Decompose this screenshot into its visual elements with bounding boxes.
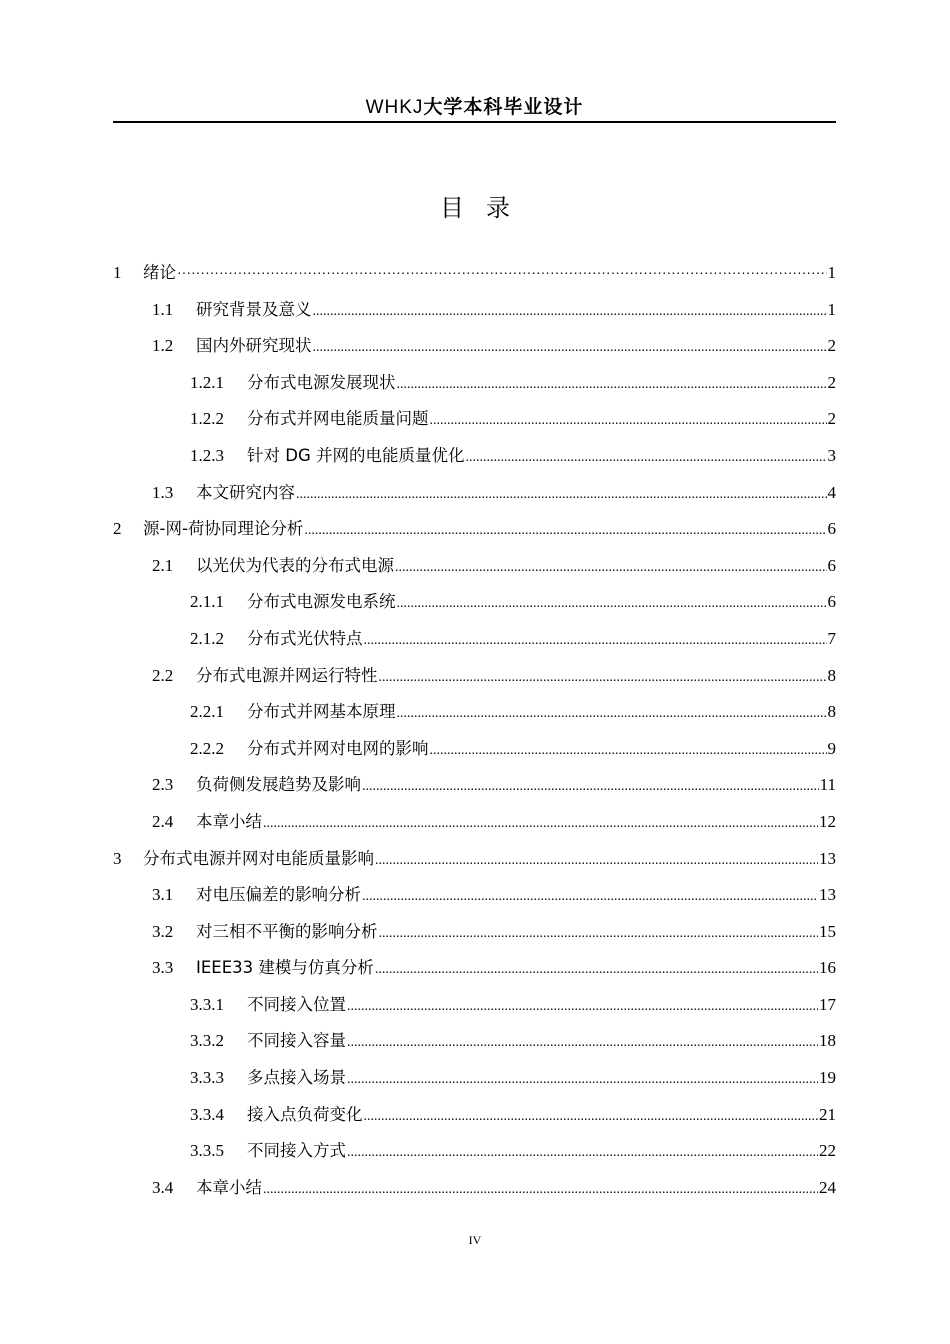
toc-entry-title: 对电压偏差的影响分析: [196, 885, 361, 905]
running-header: [113, 92, 836, 122]
toc-entry-title: 分布式电源发电系统: [247, 592, 396, 612]
toc-leader-dots: [379, 660, 827, 697]
toc-entry-number: 2.2: [152, 665, 174, 685]
toc-entry-page: 4: [827, 482, 836, 502]
toc-entry[interactable]: [113, 255, 836, 292]
toc-entry-number: 1.2.1: [190, 372, 224, 392]
toc-leader-dots: [364, 1099, 819, 1136]
toc-entry[interactable]: [113, 1023, 836, 1060]
toc-entry-page: 19: [819, 1068, 836, 1088]
toc-entry-title: 绪论: [143, 263, 176, 282]
toc-entry-page: 2: [827, 372, 836, 392]
toc-leader-dots: [375, 843, 818, 880]
toc-entry-page: 1: [827, 299, 836, 319]
toc-entry-title: 对三相不平衡的影响分析: [196, 921, 378, 941]
toc-leader-dots: [263, 806, 818, 843]
toc-leader-dots: [430, 733, 827, 770]
toc-entry-number: 3.3.2: [190, 1031, 224, 1051]
toc-entry-page: 8: [827, 702, 836, 722]
toc-leader-dots: [379, 916, 819, 953]
toc-entry-number: 2.1: [152, 555, 174, 575]
toc-entry-title: 分布式电源并网运行特性: [196, 665, 378, 685]
toc-entry-number: 2.2.1: [190, 702, 224, 722]
toc-entry-title: 源-网-荷协同理论分析: [143, 519, 304, 539]
toc-leader-dots: [364, 623, 827, 660]
toc-entry-page: 11: [819, 775, 836, 795]
toc-entry-page: 2: [827, 409, 836, 429]
toc-leader-dots: [296, 477, 827, 514]
toc-entry-page: 13: [819, 848, 836, 868]
toc-leader-dots: [347, 1025, 818, 1062]
toc-entry-number: 2.2.2: [190, 738, 224, 758]
toc-heading: 目录: [440, 194, 532, 222]
toc-entry[interactable]: [113, 767, 836, 804]
toc-entry-number: 1.1: [152, 299, 174, 319]
toc-entry-page: 6: [827, 519, 836, 539]
toc-entry-page: 17: [819, 994, 836, 1014]
toc-entry[interactable]: [113, 1097, 836, 1134]
toc-entry-title: 本章小结: [196, 1177, 262, 1197]
toc-entry[interactable]: [113, 1133, 836, 1170]
toc-entry-number: 3.3.5: [190, 1141, 224, 1161]
toc-leader-dots: [177, 257, 827, 294]
toc-entry-number: 3.1: [152, 885, 174, 905]
toc-entry-title: 分布式并网电能质量问题: [247, 409, 429, 429]
toc-leader-dots: [313, 330, 827, 367]
toc-entry-page: 18: [819, 1031, 836, 1051]
toc-leader-dots: [397, 586, 827, 623]
header-title: 大学本科毕业设计: [423, 96, 584, 118]
toc-entry-page: 6: [827, 555, 836, 575]
toc-entry[interactable]: [113, 950, 836, 987]
toc-entry[interactable]: [113, 475, 836, 512]
toc-entry-number: 1.2.3: [190, 445, 224, 465]
toc-entry-page: 13: [819, 885, 836, 905]
toc-entry-title: 分布式并网基本原理: [247, 702, 396, 722]
toc-entry[interactable]: [113, 621, 836, 658]
toc-entry[interactable]: [113, 804, 836, 841]
header-school-code: WHKJ: [365, 97, 424, 118]
toc-entry-number: 3.3.3: [190, 1068, 224, 1088]
toc-entry[interactable]: [113, 1170, 836, 1207]
toc-leader-dots: [347, 1062, 818, 1099]
toc-entry-page: 1: [827, 263, 836, 282]
toc-entry-title: 多点接入场景: [247, 1068, 346, 1088]
toc-leader-dots: [397, 367, 827, 404]
toc-leader-dots: [430, 403, 827, 440]
toc-entry-title: 不同接入容量: [247, 1031, 346, 1051]
toc-entry-number: 1: [113, 263, 122, 282]
toc-entry-title: 分布式光伏特点: [247, 628, 363, 648]
toc-entry-number: 3.3: [152, 958, 174, 978]
toc-entry-title: 分布式并网对电网的影响: [247, 738, 429, 758]
toc-entry-title: 以光伏为代表的分布式电源: [196, 555, 394, 575]
toc-entry-title: IEEE33 建模与仿真分析: [196, 958, 374, 978]
toc-entry-number: 1.3: [152, 482, 174, 502]
toc-entry[interactable]: [113, 511, 836, 548]
toc-entry[interactable]: [113, 987, 836, 1024]
toc-entry-number: 2.1.1: [190, 592, 224, 612]
toc-entry-title: 国内外研究现状: [196, 336, 312, 356]
toc-leader-dots: [362, 879, 818, 916]
toc-entry-number: 3.3.1: [190, 994, 224, 1014]
toc-entry-page: 15: [819, 921, 836, 941]
toc-entry[interactable]: [113, 401, 836, 438]
toc-entry[interactable]: [113, 877, 836, 914]
toc-entry[interactable]: [113, 292, 836, 329]
toc-entry-number: 1.2: [152, 336, 174, 356]
toc-entry-number: 2: [113, 519, 122, 539]
toc-entry[interactable]: [113, 365, 836, 402]
toc-entry-page: 12: [819, 811, 836, 831]
toc-entry-title: 分布式电源并网对电能质量影响: [143, 848, 374, 868]
toc-entry-number: 2.4: [152, 811, 174, 831]
toc-entry[interactable]: [113, 841, 836, 878]
toc-entry-page: 21: [819, 1104, 836, 1124]
toc-leader-dots: [375, 952, 818, 989]
toc-entry[interactable]: [113, 548, 836, 585]
toc-entry-title: 本文研究内容: [196, 482, 295, 502]
toc-entry[interactable]: [113, 1060, 836, 1097]
toc-entry-title: 针对 DG 并网的电能质量优化: [247, 445, 465, 465]
toc-entry-number: 2.3: [152, 775, 174, 795]
toc-entry[interactable]: [113, 438, 836, 475]
toc-leader-dots: [347, 989, 818, 1026]
toc-entry[interactable]: [113, 731, 836, 768]
toc-entry-page: 8: [827, 665, 836, 685]
toc-leader-dots: [313, 294, 827, 331]
page-number: IV: [468, 1233, 482, 1247]
toc-entry-title: 不同接入位置: [247, 994, 346, 1014]
toc-entry-number: 3: [113, 848, 122, 868]
toc-entry-title: 接入点负荷变化: [247, 1104, 363, 1124]
toc-leader-dots: [395, 550, 827, 587]
toc-entry-number: 2.1.2: [190, 628, 224, 648]
table-of-contents: [113, 255, 836, 1206]
toc-entry-page: 9: [827, 738, 836, 758]
toc-entry-page: 7: [827, 628, 836, 648]
toc-entry-page: 24: [819, 1177, 836, 1197]
toc-leader-dots: [304, 513, 826, 550]
toc-entry[interactable]: [113, 584, 836, 621]
toc-leader-dots: [362, 769, 819, 806]
toc-entry-number: 3.2: [152, 921, 174, 941]
toc-entry-page: 16: [819, 958, 836, 978]
toc-entry[interactable]: [113, 658, 836, 695]
toc-entry-page: 6: [827, 592, 836, 612]
toc-entry-title: 不同接入方式: [247, 1141, 346, 1161]
toc-entry-number: 1.2.2: [190, 409, 224, 429]
toc-entry-title: 负荷侧发展趋势及影响: [196, 775, 361, 795]
toc-entry-title: 分布式电源发展现状: [247, 372, 396, 392]
header-rule: [113, 121, 836, 123]
toc-leader-dots: [347, 1135, 818, 1172]
toc-entry-title: 研究背景及意义: [196, 299, 312, 319]
toc-entry-page: 22: [819, 1141, 836, 1161]
toc-leader-dots: [263, 1172, 818, 1209]
toc-entry-number: 3.4: [152, 1177, 174, 1197]
toc-entry[interactable]: [113, 328, 836, 365]
toc-entry[interactable]: [113, 694, 836, 731]
toc-entry[interactable]: [113, 914, 836, 951]
toc-leader-dots: [397, 696, 827, 733]
toc-entry-title: 本章小结: [196, 811, 262, 831]
toc-entry-page: 2: [827, 336, 836, 356]
toc-leader-dots: [465, 440, 826, 477]
toc-entry-page: 3: [827, 445, 836, 465]
toc-entry-number: 3.3.4: [190, 1104, 224, 1124]
